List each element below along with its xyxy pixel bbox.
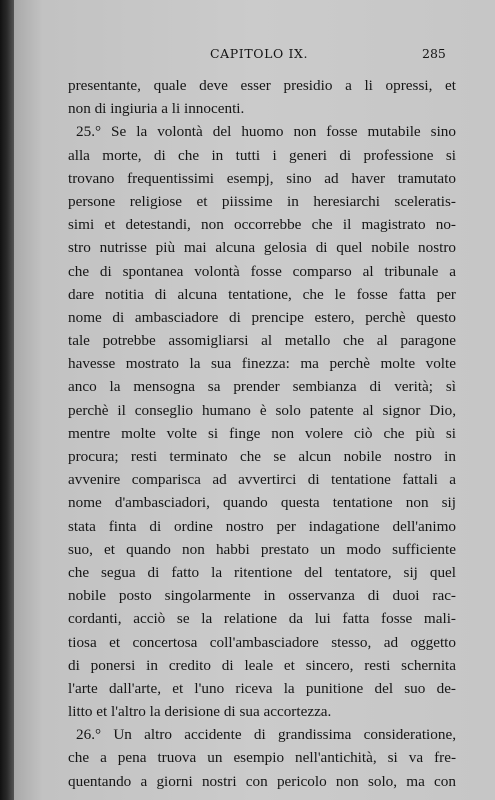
text-line: procura; resti terminato che se alcun nobile nostro in bbox=[68, 448, 456, 465]
text-line: che di spontanea volontà fosse comparso al tribunale a bbox=[68, 262, 456, 280]
book-spine-shadow bbox=[0, 0, 14, 800]
text-line: avvenire comparisca ad avvertirci di tentatione fattali a bbox=[68, 471, 456, 489]
text-line: anco la mensogna sa prender sembianza di verità; sì bbox=[68, 378, 456, 396]
text-line: presentante, quale deve esser presidio a li opressi, et bbox=[68, 77, 456, 94]
text-line: l'arte dall'arte, et l'uno riceva la punitione del suo de- bbox=[68, 679, 456, 697]
text-line: suo, et quando non habbi prestato un modo sufficiente bbox=[68, 540, 456, 558]
paragraph-start-25: 25.° Se la volontà del huomo non fosse mutabile sino bbox=[76, 123, 456, 141]
text-line: alla morte, di che in tutti i generi di professione si bbox=[68, 146, 456, 164]
page-number: 285 bbox=[422, 46, 446, 61]
text-line: quentando a giorni nostri con pericolo non solo, ma con bbox=[68, 772, 456, 790]
text-line: perchè il conseglio humano è solo patente al signor Dio, bbox=[68, 401, 456, 419]
text-line: nome di ambasciadore di prencipe estero, perchè questo bbox=[68, 308, 456, 326]
text-line: che a pena truova un esempio nell'antichità, si va fre- bbox=[68, 749, 456, 767]
running-header bbox=[14, 46, 495, 66]
text-line: stata finta di ordine nostro per indagatione dell'animo bbox=[68, 517, 456, 535]
text-line: cordanti, acciò se la relatione da lui fatta fosse mali- bbox=[68, 610, 456, 628]
text-line: stro nutrisse più mai alcuna gelosia di quel nobile nostro bbox=[68, 239, 456, 257]
text-line: tiosa et concertosa coll'ambasciadore stesso, ad oggetto bbox=[68, 633, 456, 651]
text-line: havesse mostrato la sua finezza: ma perchè molte volte bbox=[68, 355, 456, 373]
text-line: mentre molte volte si finge non volere ciò che più si bbox=[68, 424, 456, 442]
text-line: persone religiose et piissime in heresiarchi sceleratis- bbox=[68, 192, 456, 210]
text-line: litto et l'altro la derisione di sua accortezza. bbox=[68, 703, 332, 721]
book-page bbox=[14, 0, 495, 800]
text-line: non di ingiuria a li innocenti. bbox=[68, 100, 245, 118]
chapter-title: CAPITOLO IX. bbox=[210, 46, 309, 61]
text-line: trovano frequentissimi esempj, sino ad haver tramutato bbox=[68, 169, 456, 187]
text-line: dare notitia di alcuna tentatione, che le fosse fatta per bbox=[68, 285, 456, 303]
text-line: nome d'ambasciadori, quando questa tentatione non sij bbox=[68, 494, 456, 512]
body-text bbox=[68, 74, 456, 793]
paragraph-start-26: 26.° Un altro accidente di grandissima consideratione, bbox=[76, 726, 456, 744]
text-line: nobile posto singolarmente in osservanza di duoi rac- bbox=[68, 587, 456, 605]
text-line: di ponersi in credito di leale et sincero, resti schernita bbox=[68, 656, 456, 674]
text-line: tale potrebbe assomigliarsi al metallo che al paragone bbox=[68, 332, 456, 350]
text-line: che segua di fatto la ritentione del tentatore, sij quel bbox=[68, 563, 456, 581]
text-line: simi et detestandi, non occorrebbe che il magistrato no- bbox=[68, 216, 456, 234]
